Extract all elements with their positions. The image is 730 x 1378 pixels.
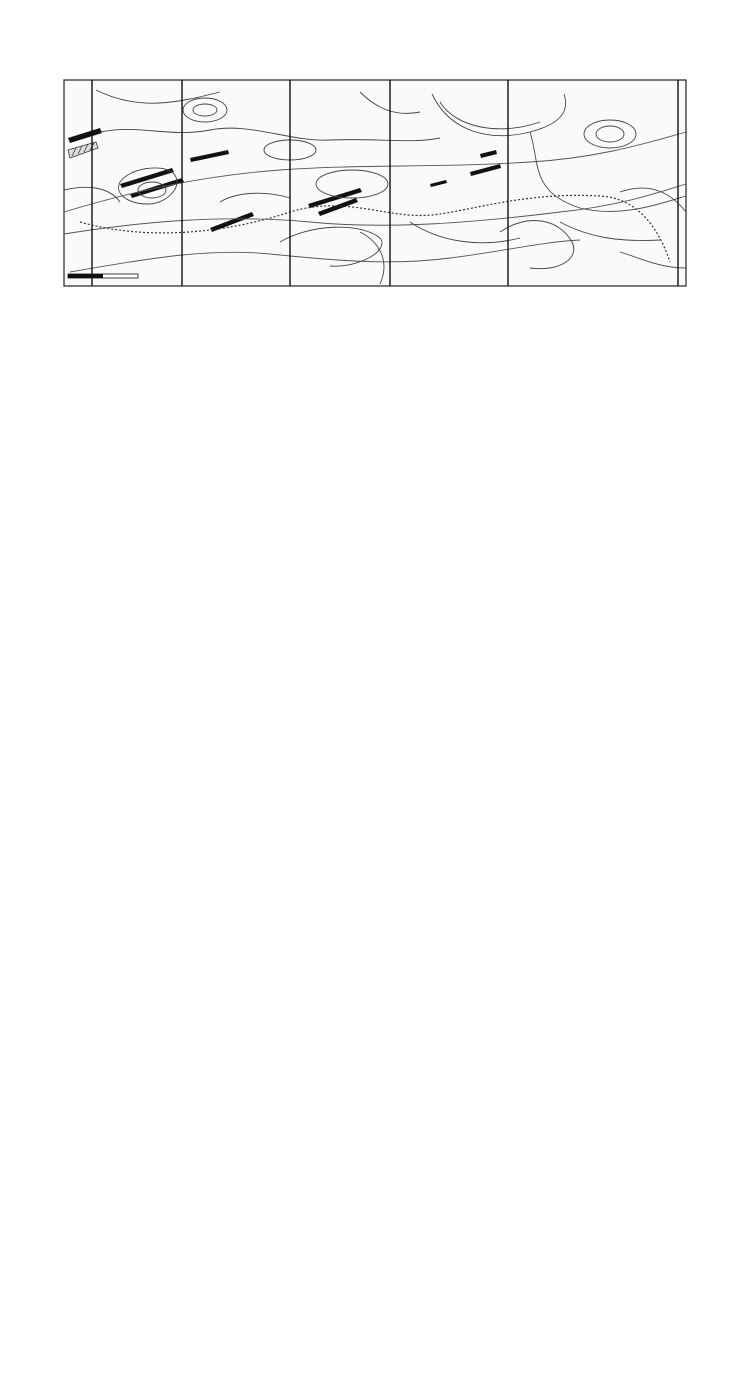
geologic-map-figure — [60, 72, 692, 372]
geologic-map — [60, 72, 692, 372]
scale-bar — [68, 274, 138, 278]
